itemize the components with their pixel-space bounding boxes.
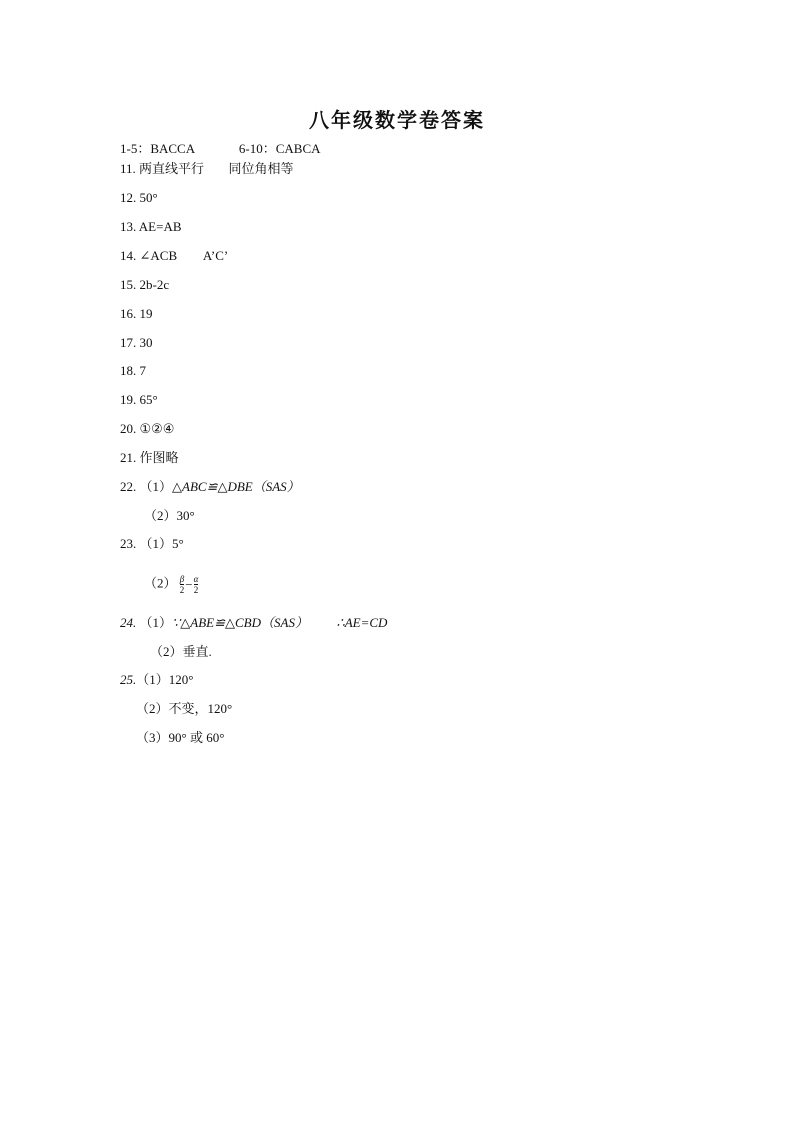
answer-24-congruence: ∵△ABE≌△CBD（SAS） xyxy=(172,615,308,630)
answer-25-part-3: （3）90° 或 60° xyxy=(136,730,225,745)
answer-20: 20. ①②④ xyxy=(120,421,175,436)
answer-14: 14. ∠ACB A’C’ xyxy=(120,248,229,263)
answer-18: 18. 7 xyxy=(120,363,146,378)
answer-23-part-2: （2） $\frac{\beta}{2}$ − $\frac{\alpha}{2}$ xyxy=(144,574,199,595)
page-title: 八年级数学卷答案 xyxy=(309,110,485,132)
answer-11: 11. 两直线平行 同位角相等 xyxy=(120,161,294,176)
fraction-beta-over-2: $\frac{\beta}{2}$ xyxy=(179,574,185,595)
answer-13: 13. AE=AB xyxy=(120,219,182,234)
answer-22-part-2: （2）30° xyxy=(144,508,195,523)
answer-14-part-b: A’C’ xyxy=(202,248,229,263)
answer-25-part-2: （2）不变，120° xyxy=(136,701,233,716)
answer-19: 19. 65° xyxy=(120,392,158,407)
answer-23-part-1: 23. （1）5° xyxy=(120,536,184,551)
answer-15: 15. 2b-2c xyxy=(120,277,170,292)
answer-24-part-2: （2）垂直. xyxy=(150,644,212,659)
fraction-expression: $\frac{\beta}{2}$ − $\frac{\alpha}{2}$ xyxy=(179,574,199,595)
answer-1-5: 1-5：BACCA xyxy=(120,141,195,156)
answer-17: 17. 30 xyxy=(120,335,153,350)
answer-6-10: 6-10：CABCA xyxy=(238,141,321,156)
answer-11-part-a: 两直线平行 xyxy=(139,161,205,176)
answer-24-conclusion: ∴AE=CD xyxy=(336,615,388,630)
answer-22-congruence: △ABC≌△DBE（SAS） xyxy=(172,479,300,494)
answer-12: 12. 50° xyxy=(120,190,158,205)
answer-16: 16. 19 xyxy=(120,306,153,321)
answer-14-part-a: ∠ACB xyxy=(139,248,178,263)
fraction-alpha-over-2: $\frac{\alpha}{2}$ xyxy=(193,574,199,595)
answer-21: 21. 作图略 xyxy=(120,450,179,465)
answer-1-5-row xyxy=(120,141,321,157)
answer-24-part-1: 24. （1）∵△ABE≌△CBD（SAS） ∴AE=CD xyxy=(120,615,388,630)
answer-25-part-1: 25.（1）120° xyxy=(120,672,194,687)
answer-11-part-b: 同位角相等 xyxy=(228,161,294,176)
answer-22-part-1: 22. （1）△ABC≌△DBE（SAS） xyxy=(120,479,300,494)
